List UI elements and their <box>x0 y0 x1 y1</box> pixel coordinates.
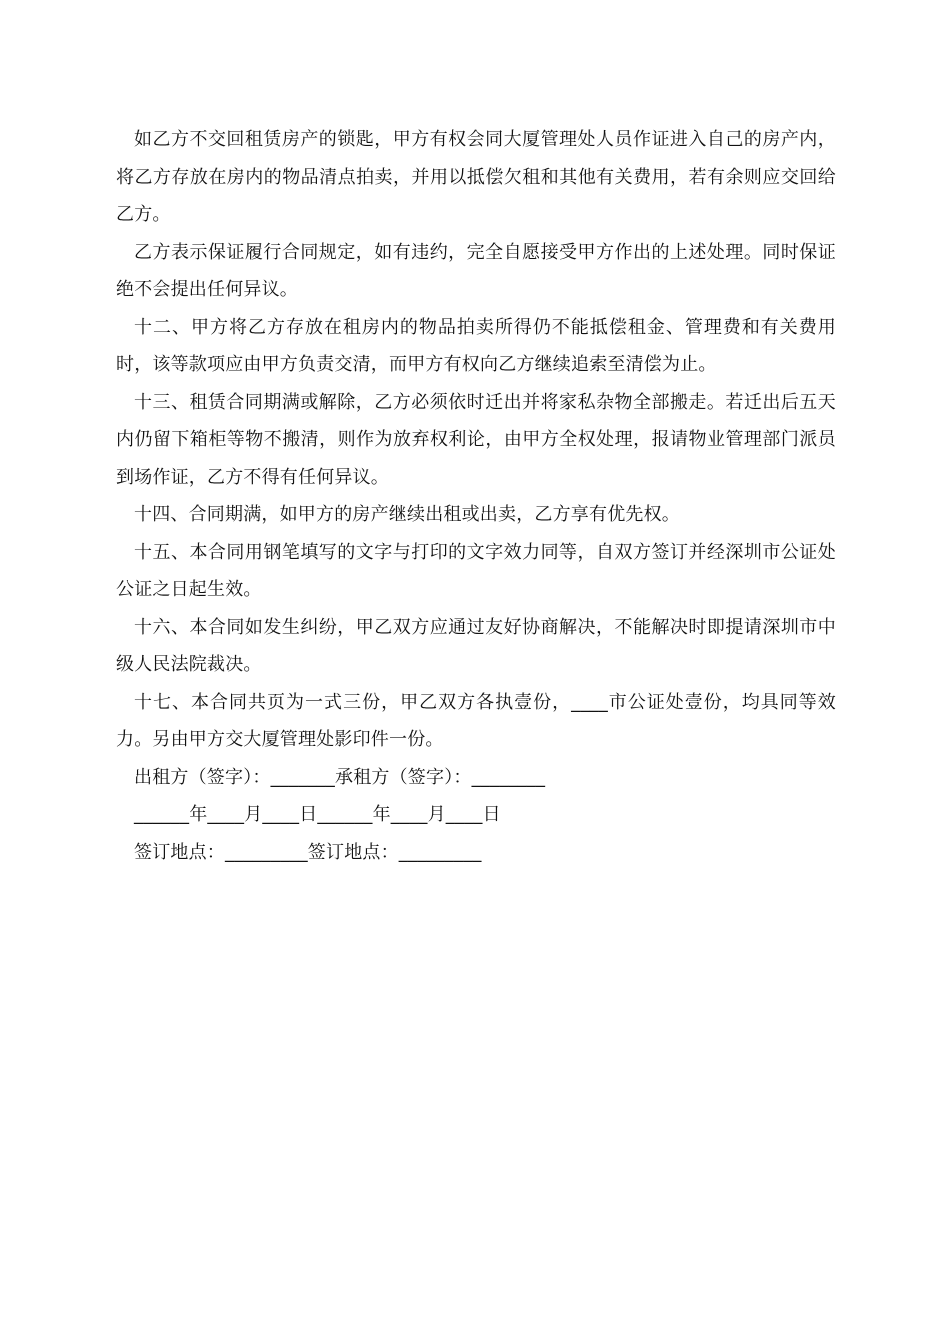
signature-place-line: 签订地点：_________签订地点：_________ <box>134 841 482 863</box>
clause-14: 十四、合同期满，如甲方的房产继续出租或出卖，乙方享有优先权。 <box>134 504 680 525</box>
signature-date-line: ______年____月____日______年____月____日 <box>134 804 501 825</box>
paragraph-guarantee: 乙方表示保证履行合同规定，如有违约，完全自愿接受甲方作出的上述处理。同时保证绝不会提出任何异议。 <box>116 241 836 300</box>
signature-parties-line: 出租方（签字）：_______承租方（签字）：________ <box>134 766 546 788</box>
clause-12: 十二、甲方将乙方存放在租房内的物品拍卖所得仍不能抵偿租金、管理费和有关费用时，该等款项应由甲方负责交清，而甲方有权向乙方继续追索至清偿为止。 <box>116 316 836 375</box>
clause-13: 十三、租赁合同期满或解除，乙方必须依时迁出并将家私杂物全部搬走。若迁出后五天内仍留下箱柜等物不搬清，则作为放弃权利论，由甲方全权处理，报请物业管理部门派员到场作证，乙方不得有任何异议。 <box>116 391 836 488</box>
contract-body <box>116 121 836 871</box>
paragraph-lock-return: 如乙方不交回租赁房产的锁匙，甲方有权会同大厦管理处人员作证进入自己的房产内，将乙方存放在房内的物品清点拍卖，并用以抵偿欠租和其他有关费用，若有余则应交回给乙方。 <box>116 129 836 225</box>
clause-16: 十六、本合同如发生纠纷，甲乙双方应通过友好协商解决，不能解决时即提请深圳市中级人民法院裁决。 <box>116 616 836 675</box>
clause-15: 十五、本合同用钢笔填写的文字与打印的文字效力同等，自双方签订并经深圳市公证处公证之日起生效。 <box>116 541 836 600</box>
clause-17: 十七、本合同共页为一式三份，甲乙双方各执壹份，____市公证处壹份，均具同等效力。另由甲方交大厦管理处影印件一份。 <box>116 691 836 750</box>
